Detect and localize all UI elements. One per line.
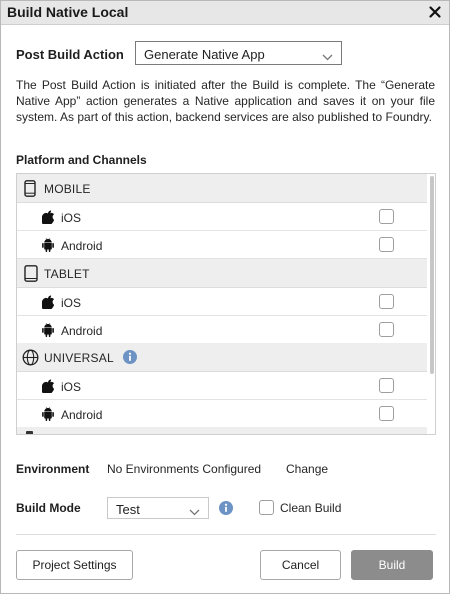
group-label: MOBILE [44,182,91,196]
scrollbar-thumb[interactable] [430,176,434,374]
list-item [17,372,427,400]
group-universal [17,343,427,372]
list-scrollbar[interactable] [427,174,435,434]
info-icon[interactable] [123,350,137,369]
apple-icon [42,379,54,398]
mobile-android-checkbox[interactable] [379,237,394,252]
clean-build-checkbox[interactable] [259,500,274,515]
dialog-title: Build Native Local [7,4,129,20]
chevron-down-icon [189,504,200,519]
item-label: iOS [61,380,82,394]
build-mode-value: Test [116,502,140,517]
platform-channels-label: Platform and Channels [16,153,147,167]
project-settings-button[interactable]: Project Settings [16,550,133,580]
group-mobile [17,174,427,203]
list-item [17,316,427,344]
list-item [17,231,427,259]
post-build-action-label: Post Build Action [16,47,124,62]
tablet-android-checkbox[interactable] [379,322,394,337]
item-label: Android [61,408,103,422]
apple-icon [42,210,54,229]
phone-icon [24,180,36,202]
item-label: Android [61,239,103,253]
item-label: Android [61,324,103,338]
platform-channel-list [16,173,436,435]
android-icon [42,407,54,426]
universal-ios-checkbox[interactable] [379,378,394,393]
build-mode-select[interactable] [107,497,209,519]
device-icon [26,431,33,435]
info-icon[interactable] [219,501,233,520]
group-partial [17,427,427,435]
environment-change-link[interactable]: Change [286,462,329,476]
titlebar [1,1,449,25]
group-tablet [17,259,427,288]
clean-build-label: Clean Build [280,501,342,515]
environment-value: No Environments Configured [107,462,262,476]
item-label: iOS [61,296,82,310]
list-item [17,400,427,428]
post-build-action-select[interactable] [135,41,342,65]
group-label: TABLET [44,267,90,281]
post-build-action-value: Generate Native App [144,47,265,62]
footer-divider [16,534,436,535]
environment-label: Environment [16,462,90,476]
chevron-down-icon [322,49,333,64]
tablet-icon [24,265,38,287]
item-label: iOS [61,211,82,225]
list-item [17,288,427,316]
list-item [17,203,427,231]
group-label: UNIVERSAL [44,351,114,365]
apple-icon [42,295,54,314]
post-build-description: The Post Build Action is initiated after the Build is complete. The “Generate Native App” action generates a Native application and saves it on your file system. As part of this action, backend services are also published to Foundry. [16,78,435,124]
cancel-button[interactable]: Cancel [260,550,341,580]
build-button[interactable]: Build [351,550,433,580]
mobile-ios-checkbox[interactable] [379,209,394,224]
close-icon[interactable] [427,4,443,20]
universal-android-checkbox[interactable] [379,406,394,421]
globe-icon [22,349,39,371]
android-icon [42,238,54,257]
build-mode-label: Build Mode [16,501,81,515]
android-icon [42,323,54,342]
tablet-ios-checkbox[interactable] [379,294,394,309]
